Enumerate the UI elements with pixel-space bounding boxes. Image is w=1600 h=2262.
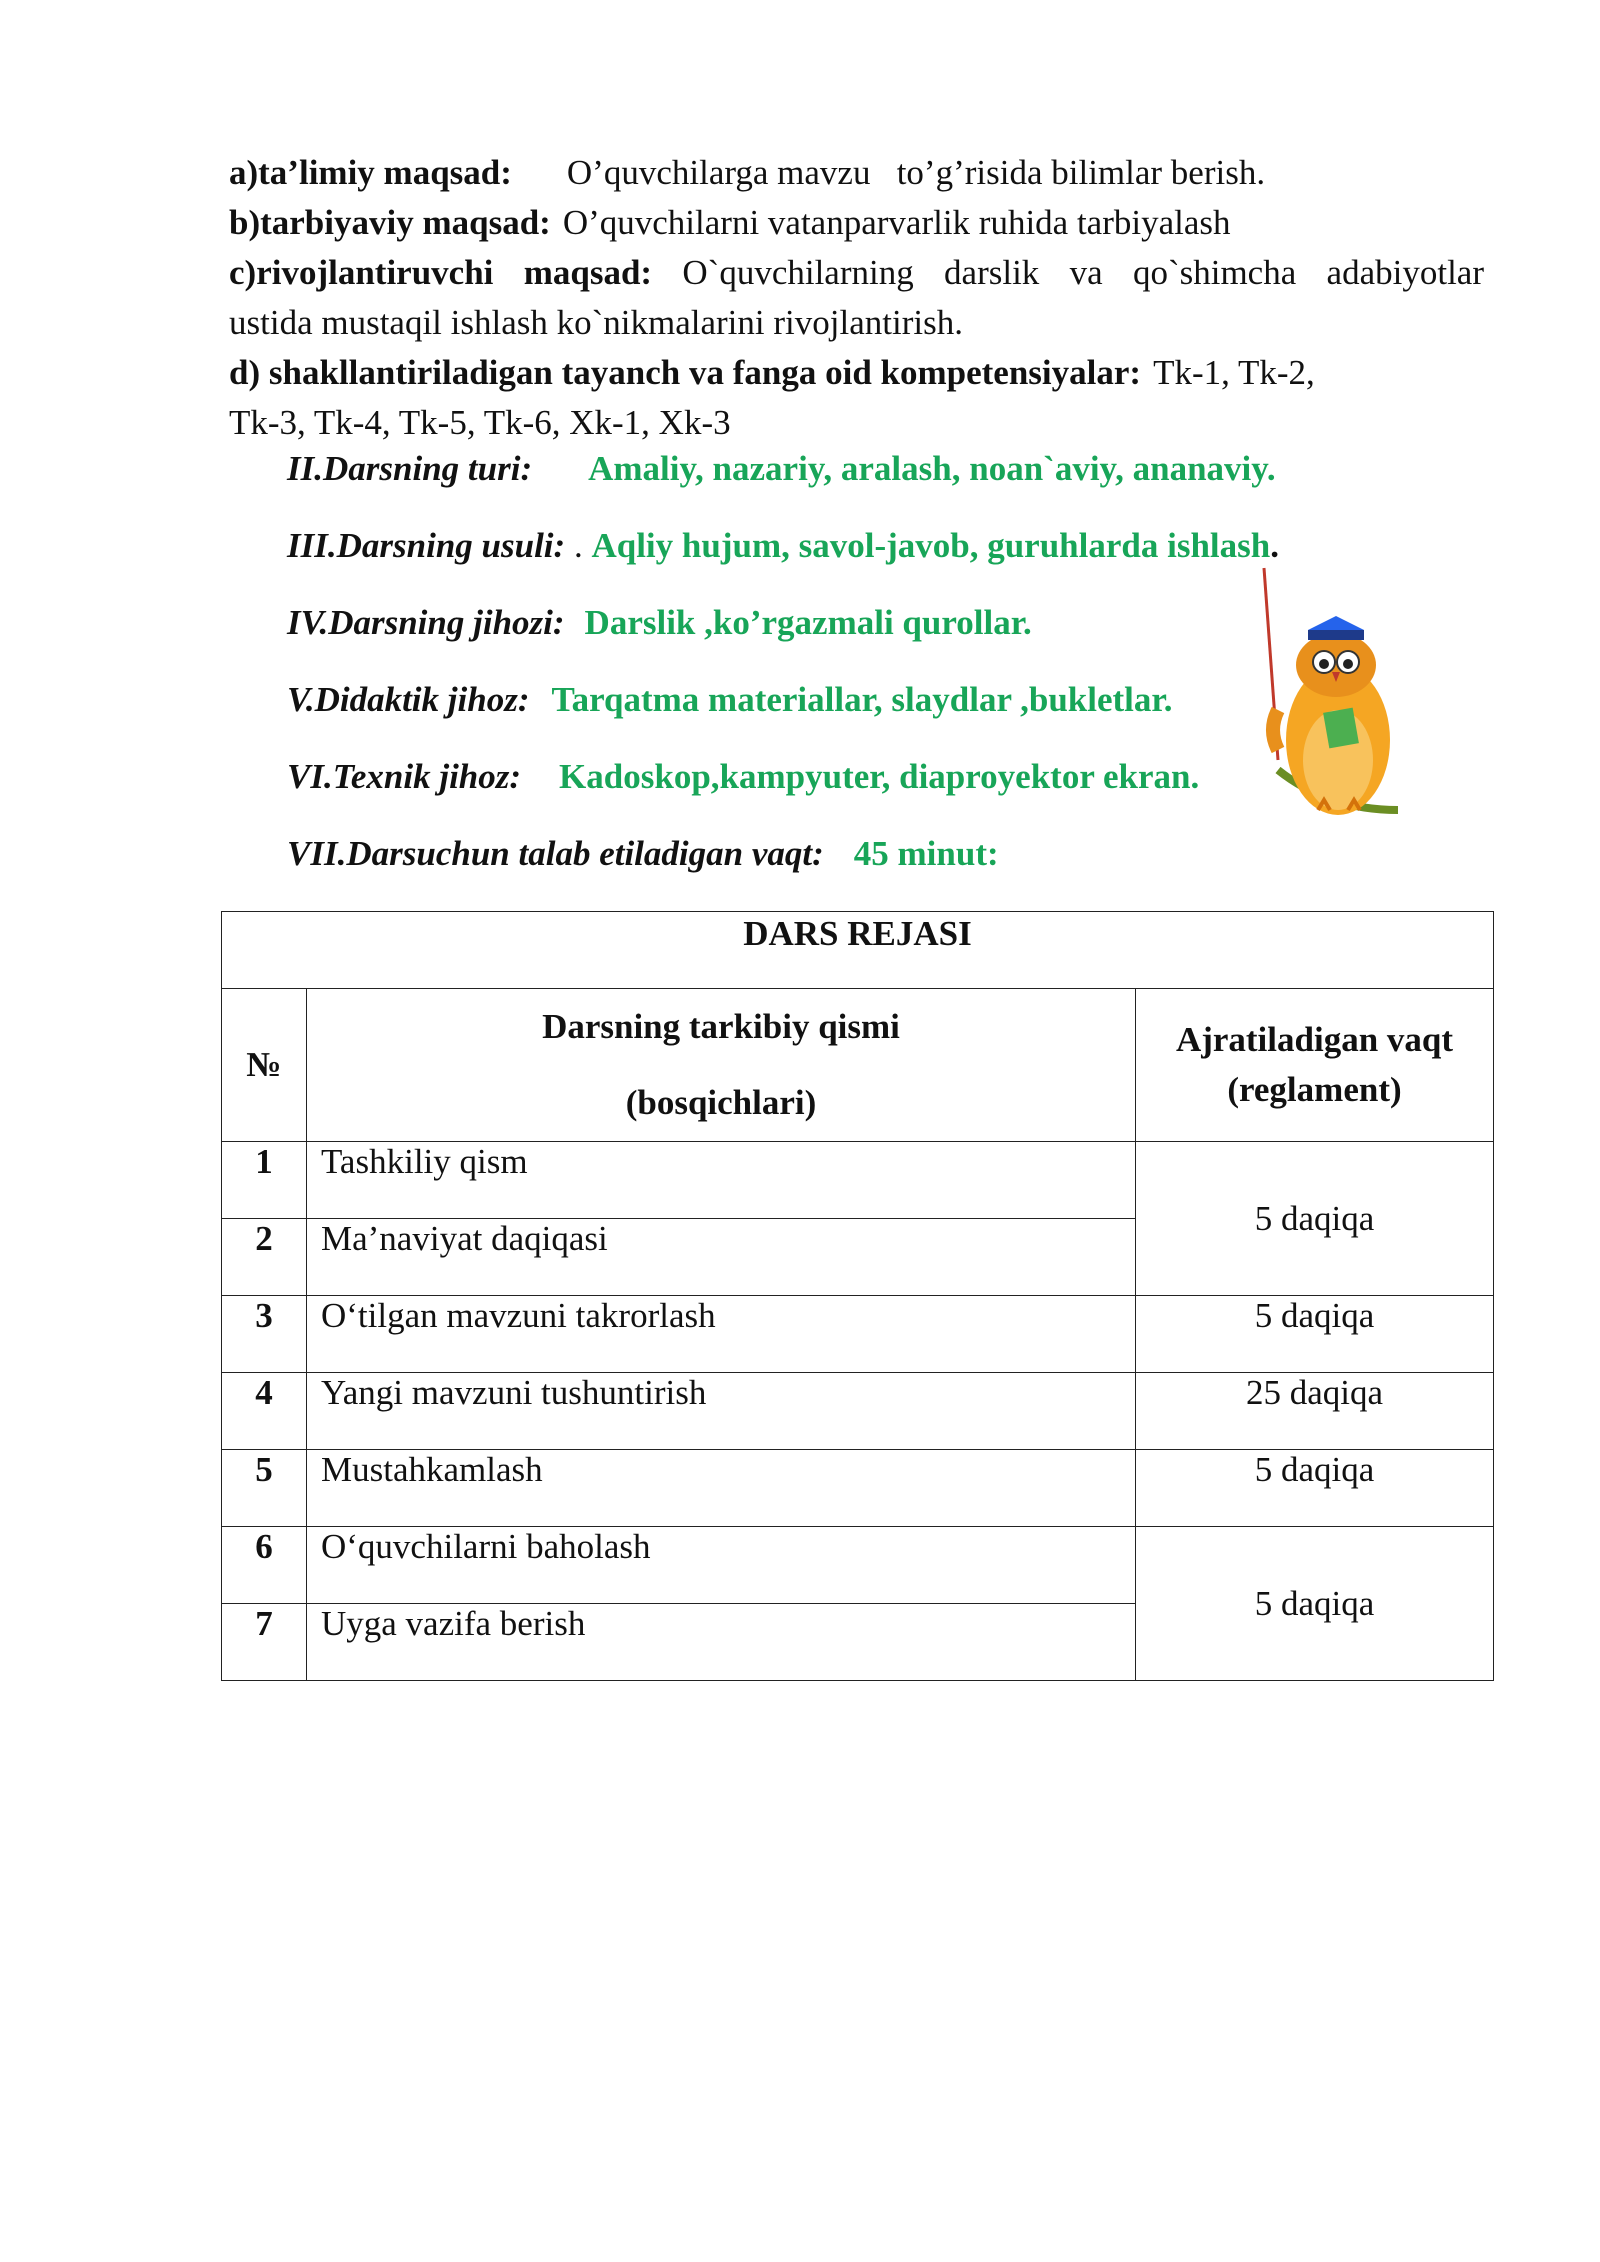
lesson-method-suffix: . [1270, 526, 1279, 565]
owl-teacher-illustration [1248, 560, 1408, 820]
lesson-method-prefix: . [565, 526, 592, 565]
row-time: 25 daqiqa [1136, 1373, 1494, 1450]
didactic-equipment-value: Tarqatma materiallar, slaydlar ,bukletlar. [551, 680, 1173, 719]
objective-d-cont: Tk-3, Tk-4, Tk-5, Tk-6, Xk-1, Xk-3 [229, 403, 731, 442]
lesson-equipment [287, 603, 1032, 643]
column-header-stage-line2: (bosqichlari) [625, 1083, 817, 1122]
table-title: DARS REJASI [222, 912, 1494, 989]
objective-a-text: O’quvchilarga mavzu to’g’risida bilimlar berish. [566, 153, 1266, 192]
table-row [222, 1373, 1494, 1450]
technical-equipment-value: Kadoskop,kampyuter, diaproyektor ekran. [559, 757, 1200, 796]
column-header-stage [307, 989, 1136, 1142]
objective-d [229, 348, 1484, 398]
column-header-number: № [222, 989, 307, 1142]
row-number: 4 [222, 1373, 307, 1450]
row-stage: Mustahkamlash [307, 1450, 1136, 1527]
lesson-type [287, 449, 1276, 489]
objectives-block [229, 148, 1484, 448]
objective-c-text: O`quvchilarning darslik va qo`shimcha adabiyotlar [682, 253, 1484, 292]
column-header-time-line2: (reglament) [1227, 1070, 1402, 1109]
row-stage: Tashkiliy qism [307, 1142, 1136, 1219]
technical-equipment-label: VI.Texnik jihoz: [287, 757, 522, 796]
lesson-method [287, 526, 1279, 566]
row-stage: Yangi mavzuni tushuntirish [307, 1373, 1136, 1450]
didactic-equipment [287, 680, 1172, 720]
objective-c [229, 248, 1484, 298]
objective-b-label: b)tarbiyaviy maqsad: [229, 203, 551, 242]
lesson-plan-table [221, 911, 1494, 1681]
lesson-time [287, 834, 999, 874]
lesson-time-value: 45 minut: [853, 834, 999, 873]
lesson-equipment-label: IV.Darsning jihozi: [287, 603, 565, 642]
didactic-equipment-label: V.Didaktik jihoz: [287, 680, 530, 719]
objective-c-cont: ustida mustaqil ishlash ko`nikmalarini rivojlantirish. [229, 303, 963, 342]
row-stage: Ma’naviyat daqiqasi [307, 1219, 1136, 1296]
row-time: 5 daqiqa [1136, 1527, 1494, 1681]
row-time: 5 daqiqa [1136, 1142, 1494, 1296]
lesson-method-label: III.Darsning usuli: [287, 526, 566, 565]
row-time: 5 daqiqa [1136, 1450, 1494, 1527]
lesson-type-value: Amaliy, nazariy, aralash, noan`aviy, ananaviy. [588, 449, 1276, 488]
column-header-time [1136, 989, 1494, 1142]
objective-d-text: Tk-1, Tk-2, [1153, 353, 1315, 392]
objective-d-label: d) shakllantiriladigan tayanch va fanga oid kompetensiyalar: [229, 353, 1142, 392]
column-header-stage-line1: Darsning tarkibiy qismi [542, 1007, 900, 1046]
objective-a [229, 148, 1484, 198]
lesson-time-label: VII.Darsuchun talab etiladigan vaqt: [287, 834, 824, 873]
row-number: 7 [222, 1604, 307, 1681]
table-row [222, 1296, 1494, 1373]
table-row [222, 1142, 1494, 1219]
row-stage: O‘quvchilarni baholash [307, 1527, 1136, 1604]
table-row [222, 1527, 1494, 1604]
lesson-equipment-value: Darslik ,ko’rgazmali qurollar. [584, 603, 1032, 642]
lesson-method-value: Aqliy hujum, savol-javob, guruhlarda ishlash [591, 526, 1271, 565]
row-time: 5 daqiqa [1136, 1296, 1494, 1373]
objective-b-text: O’quvchilarni vatanparvarlik ruhida tarbiyalash [562, 203, 1231, 242]
row-number: 2 [222, 1219, 307, 1296]
row-stage: O‘tilgan mavzuni takrorlash [307, 1296, 1136, 1373]
column-header-time-line1: Ajratiladigan vaqt [1175, 1020, 1454, 1059]
table-row [222, 1450, 1494, 1527]
row-number: 5 [222, 1450, 307, 1527]
row-stage: Uyga vazifa berish [307, 1604, 1136, 1681]
row-number: 3 [222, 1296, 307, 1373]
row-number: 1 [222, 1142, 307, 1219]
technical-equipment [287, 757, 1199, 797]
objective-c-label: c)rivojlantiruvchi maqsad: [229, 253, 653, 292]
lesson-type-label: II.Darsning turi: [287, 449, 533, 488]
row-number: 6 [222, 1527, 307, 1604]
objective-a-label: a)ta’limiy maqsad: [229, 153, 512, 192]
objective-b [229, 198, 1484, 248]
